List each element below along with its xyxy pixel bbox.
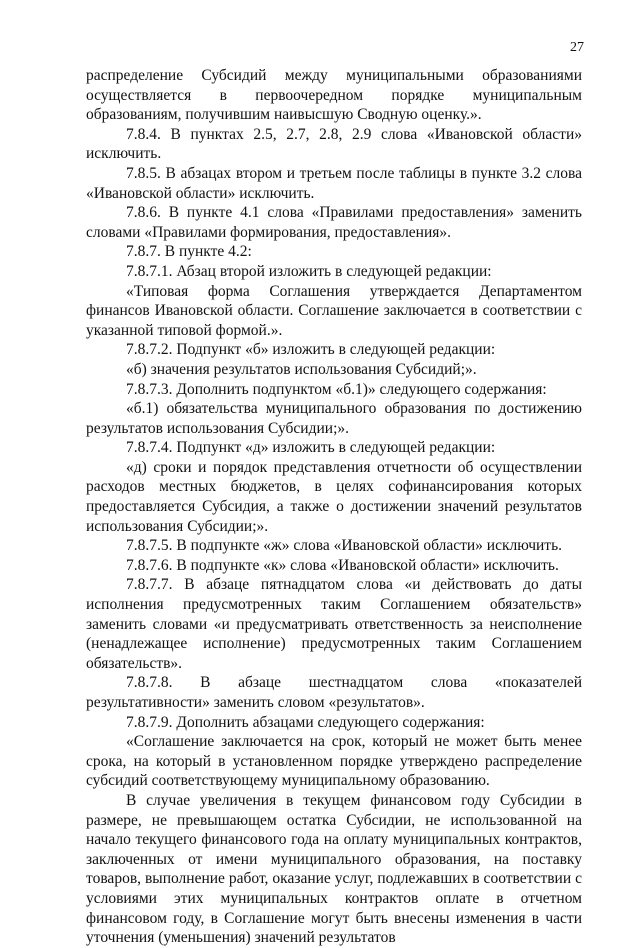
paragraph-7-8-7-8: 7.8.7.8. В абзаце шестнадцатом слова «показателей результативности» заменить словом «результатов». (86, 674, 582, 711)
paragraph-quote-typical-form: «Типовая форма Соглашения утверждается Департаментом финансов Ивановской области. Соглашение заключается в соответствии с указанной типовой формой.». (86, 282, 582, 339)
paragraph-quote-d: «д) сроки и порядок представления отчетности об осуществлении расходов местных бюджетов, в целях софинансирования которых предоставляется Субсидия, а также о достижении значений результатов использования Субсидии;». (86, 458, 582, 535)
paragraph-7-8-7-9: 7.8.7.9. Дополнить абзацами следующего содержания: (126, 713, 485, 731)
paragraph-7-8-7-4: 7.8.7.4. Подпункт «д» изложить в следующей редакции: (126, 439, 496, 457)
paragraph-7-8-7-1: 7.8.7.1. Абзац второй изложить в следующей редакции: (126, 262, 492, 280)
paragraph-subsidy-increase: В случае увеличения в текущем финансовом году Субсидии в размере, не превышающем остатка Субсидии, не использованной на начало текущего финансового года на оплату муниципальных контрактов, заключенных от имени муниципального образования, на поставку товаров, выполнение работ, оказание услуг, подлежавших в соответствии с условиями этих муниципальных контрактов оплате в отчетном финансовом году, в Соглашение могут быть внесены изменения в части уточнения (уменьшения) значений результатов (86, 791, 582, 947)
paragraph-quote-b1: «б.1) обязательства муниципального образования по достижению результатов использования Субсидии;». (86, 400, 582, 437)
document-body (86, 66, 582, 948)
paragraph-continuation: распределение Субсидий между муниципальными образованиями осуществляется в первоочередном порядке муниципальным образованиям, получившим наивысшую Сводную оценку.». (86, 67, 582, 124)
paragraph-7-8-4: 7.8.4. В пунктах 2.5, 2.7, 2.8, 2.9 слова «Ивановской области» исключить. (86, 125, 582, 163)
paragraph-quote-b: «б) значения результатов использования Субсидий;». (126, 360, 477, 378)
paragraph-7-8-6: 7.8.6. В пункте 4.1 слова «Правилами предоставления» заменить словами «Правилами формирования, предоставления». (86, 204, 582, 241)
paragraph-7-8-7-6: 7.8.7.6. В подпункте «к» слова «Ивановской области» исключить. (126, 556, 559, 574)
paragraph-7-8-7-2: 7.8.7.2. Подпункт «б» изложить в следующей редакции: (126, 341, 496, 359)
page-number: 27 (570, 40, 584, 55)
paragraph-quote-agreement-term: «Соглашение заключается на срок, который не может быть менее срока, на который в установленном порядке утверждено распределение субсидий соответствующему муниципальному образованию. (86, 733, 582, 790)
paragraph-7-8-7-5: 7.8.7.5. В подпункте «ж» слова «Ивановской области» исключить. (126, 537, 563, 555)
paragraph-7-8-5: 7.8.5. В абзацах втором и третьем после таблицы в пункте 3.2 слова «Ивановской области» исключить. (86, 164, 582, 202)
paragraph-7-8-7-3: 7.8.7.3. Дополнить подпунктом «б.1)» следующего содержания: (126, 380, 547, 398)
paragraph-7-8-7: 7.8.7. В пункте 4.2: (126, 243, 252, 261)
paragraph-7-8-7-7: 7.8.7.7. В абзаце пятнадцатом слова «и действовать до даты исполнения предусмотренных таким Соглашением обязательств» заменить словами «и предусматривать ответственность за неисполнение (ненадлежащее исполнение) предусмотренных таким Соглашением обязательств». (86, 576, 582, 672)
